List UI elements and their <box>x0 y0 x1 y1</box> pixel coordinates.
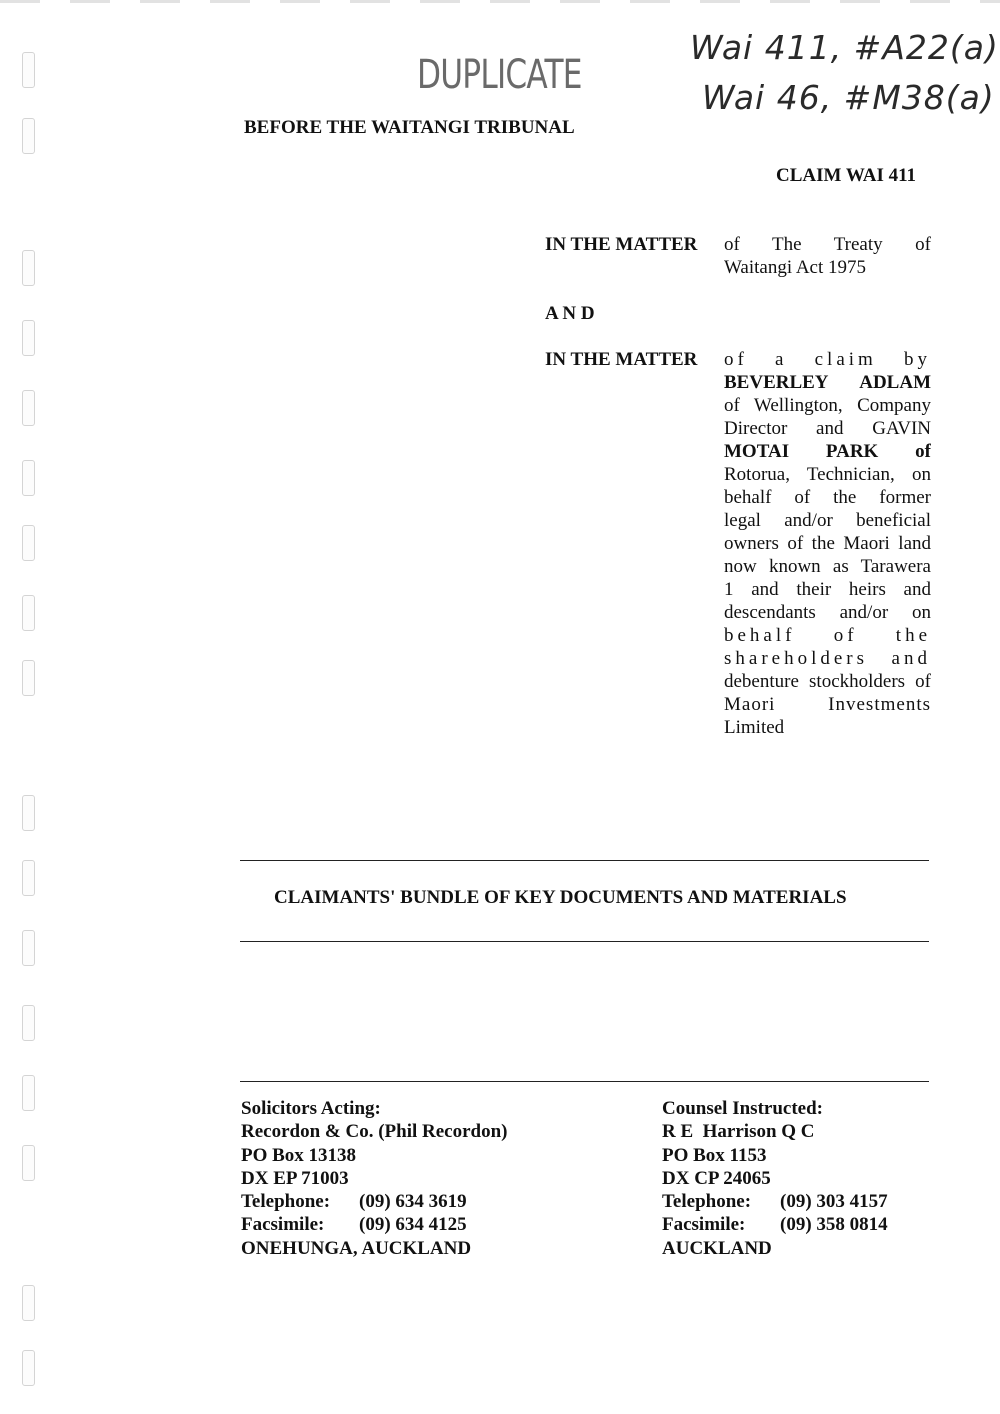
claim-line: Limited <box>724 717 785 738</box>
solicitors-facsimile: (09) 634 4125 <box>359 1214 467 1236</box>
counsel-name: R E Harrison Q C <box>662 1121 815 1143</box>
counsel-telephone-label: Telephone: <box>662 1191 752 1213</box>
claim-line: Director and GAVIN <box>724 418 931 439</box>
matter-text-1-line1: of The Treaty of <box>724 234 931 255</box>
binding-hole <box>22 660 35 696</box>
matter-text-1-line2: Waitangi Act 1975 <box>724 257 866 278</box>
binding-hole <box>22 390 35 426</box>
handwritten-reference-2: Wai 46, #M38(a) <box>702 78 995 117</box>
rule-contacts <box>240 1081 929 1082</box>
binding-hole <box>22 1350 35 1386</box>
counsel-heading: Counsel Instructed: <box>662 1098 823 1119</box>
counsel-dx: DX CP 24065 <box>662 1167 771 1189</box>
claim-line: MOTAI PARK of <box>724 441 931 462</box>
claim-line: of a claim by <box>724 349 931 370</box>
solicitors-dx: DX EP 71003 <box>241 1167 349 1189</box>
rule-top <box>240 860 929 861</box>
tribunal-heading: BEFORE THE WAITANGI TRIBUNAL <box>244 117 575 138</box>
solicitors-city: ONEHUNGA, AUCKLAND <box>241 1237 472 1259</box>
claim-line: 1 and their heirs and <box>724 579 931 600</box>
solicitors-block <box>241 1097 508 1260</box>
counsel-city: AUCKLAND <box>662 1237 772 1259</box>
duplicate-stamp: DUPLICATE <box>417 52 582 98</box>
claim-line: now known as Tarawera <box>724 556 931 577</box>
matter-label-2: IN THE MATTER <box>545 349 698 370</box>
and-separator: A N D <box>545 303 595 324</box>
claim-line: behalf of the former <box>724 487 931 508</box>
solicitors-telephone: (09) 634 3619 <box>359 1191 467 1213</box>
claim-number: CLAIM WAI 411 <box>776 165 917 186</box>
solicitors-telephone-label: Telephone: <box>241 1191 331 1213</box>
claimant-name: BEVERLEY ADLAM <box>724 372 931 393</box>
counsel-facsimile-label: Facsimile: <box>662 1214 746 1236</box>
binding-hole <box>22 320 35 356</box>
binding-hole <box>22 52 35 88</box>
binding-hole <box>22 930 35 966</box>
claim-line: debenture stockholders of <box>724 671 931 692</box>
binding-hole <box>22 460 35 496</box>
binding-hole <box>22 595 35 631</box>
counsel-block <box>662 1097 888 1260</box>
solicitors-facsimile-label: Facsimile: <box>241 1214 325 1236</box>
claim-line: Rotorua, Technician, on <box>724 464 931 485</box>
handwritten-reference-1: Wai 411, #A22(a) <box>690 28 999 67</box>
binding-hole <box>22 860 35 896</box>
binding-hole <box>22 525 35 561</box>
claim-line: descendants and/or on <box>724 602 931 623</box>
claim-line: owners of the Maori land <box>724 533 931 554</box>
document-title: CLAIMANTS' BUNDLE OF KEY DOCUMENTS AND MATERIALS <box>274 887 847 908</box>
claim-line: Maori Investments <box>724 694 931 715</box>
binding-hole <box>22 250 35 286</box>
claim-line: behalf of the <box>724 625 931 646</box>
rule-bottom <box>240 941 929 942</box>
claim-description <box>724 348 931 739</box>
binding-hole <box>22 795 35 831</box>
solicitors-po-box: PO Box 13138 <box>241 1144 357 1166</box>
solicitors-heading: Solicitors Acting: <box>241 1098 381 1119</box>
counsel-facsimile: (09) 358 0814 <box>780 1214 888 1236</box>
binding-hole <box>22 1285 35 1321</box>
matter-label-1: IN THE MATTER <box>545 234 698 255</box>
binding-hole <box>22 118 35 154</box>
binding-hole <box>22 1145 35 1181</box>
counsel-po-box: PO Box 1153 <box>662 1144 767 1166</box>
claim-line: of Wellington, Company <box>724 395 931 416</box>
counsel-telephone: (09) 303 4157 <box>780 1191 888 1213</box>
scan-edge <box>0 0 1000 3</box>
solicitors-firm: Recordon & Co. (Phil Recordon) <box>241 1121 508 1143</box>
binding-hole <box>22 1075 35 1111</box>
claim-line: legal and/or beneficial <box>724 510 931 531</box>
claim-line: shareholders and <box>724 648 931 669</box>
binding-hole <box>22 1005 35 1041</box>
